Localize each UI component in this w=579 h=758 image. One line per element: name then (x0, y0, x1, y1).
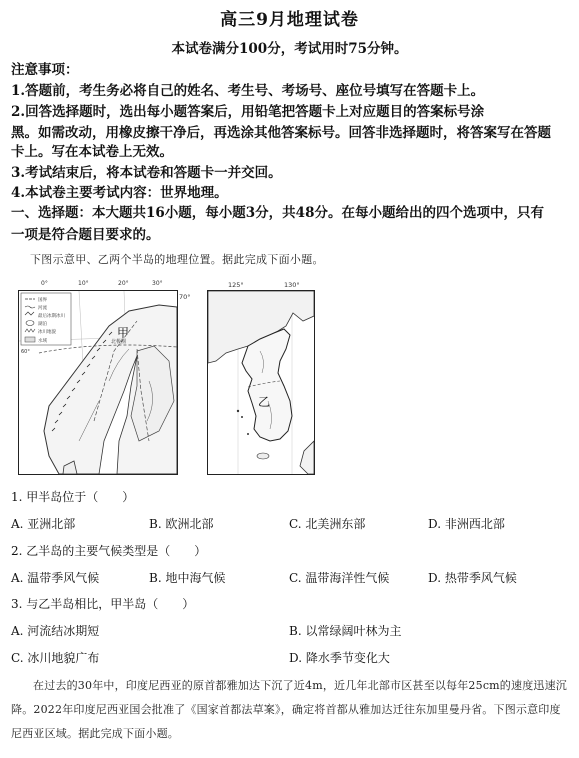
q1-option-b: B. 欧洲北部 (149, 517, 214, 531)
lon-label-10: 10° (78, 280, 89, 287)
notice-item-3: 3.考试结束后，将本试卷和答题卡一并交回。 (11, 165, 282, 181)
map-peninsula-yi (207, 290, 315, 475)
q2-option-d: D. 热带季风气候 (428, 571, 517, 585)
q3-option-c: C. 冰川地貌广布 (11, 651, 100, 665)
question-3-stem: 3. 与乙半岛相比，甲半岛（ ） (11, 597, 195, 611)
arctic-circle-label: 北极圈 (111, 339, 127, 345)
notice-item-2-end: 卡上。写在本试卷上无效。 (11, 144, 173, 160)
notice-item-2: 2.回答选择题时，选出每小题答案后，用铅笔把答题卡上对应题目的答案标号涂 (11, 104, 485, 120)
q2-option-a: A. 温带季风气候 (11, 571, 100, 585)
q1-option-d: D. 非洲西北部 (428, 517, 505, 531)
intro-text-2: 在过去的30年中，印度尼西亚的原首都雅加达下沉了近4m，近几年北部市区甚至以每年25cm的速度迅速沉降。2022年印度尼西亚国会批准了《国家首都法草案》，确定将首都从雅加达迁往东加里曼丹省。下图示意印度尼西亚区域。据此完成下面小题。 (11, 679, 568, 740)
legend-last-glacial: 最后冰期冰川 (38, 314, 65, 319)
q3-option-b: B. 以常绿阔叶林为主 (289, 624, 402, 638)
question-1-stem: 1. 甲半岛位于（ ） (11, 490, 135, 504)
lon-label-0: 0° (41, 280, 48, 287)
legend-river: 河流 (38, 306, 47, 311)
exam-subtitle: 本试卷满分100分，考试用时75分钟。 (171, 41, 408, 57)
peninsula-jia-label: 甲 (117, 326, 130, 340)
legend-water: 水域 (38, 339, 47, 344)
lat-label-70: 70° (179, 293, 191, 301)
lat-label-60: 60° (21, 349, 30, 355)
lon-label-130: 130° (284, 281, 300, 289)
legend-lake: 湖泊 (38, 322, 47, 327)
notice-item-1: 1.答题前，考生务必将自己的姓名、考生号、考场号、座位号填写在答题卡上。 (11, 83, 485, 99)
q3-option-d: D. 降水季节变化大 (289, 651, 390, 665)
q2-option-c: C. 温带海洋性气候 (289, 571, 390, 585)
q2-option-b: B. 地中海气候 (149, 571, 226, 585)
section-heading-cont: 一项是符合题目要求的。 (11, 227, 160, 243)
lon-label-125: 125° (228, 281, 244, 289)
intro-text-1: 下图示意甲、乙两个半岛的地理位置。据此完成下面小题。 (30, 253, 324, 266)
section-heading: 一、选择题：本大题共16小题，每小题3分，共48分。在每小题给出的四个选项中，只有 (11, 205, 544, 221)
legend-glacier-landform: 冰川地貌 (38, 330, 56, 335)
map-peninsula-jia (18, 290, 178, 475)
notice-heading: 注意事项： (11, 62, 79, 78)
q1-option-a: A. 亚洲北部 (11, 517, 76, 531)
notice-item-2-cont: 黑。如需改动，用橡皮擦干净后，再选涂其他答案标号。回答非选择题时，将答案写在答题 (11, 125, 551, 141)
peninsula-yi-label: 乙 (258, 395, 271, 409)
notice-item-4: 4.本试卷主要考试内容：世界地理。 (11, 185, 228, 201)
q1-option-c: C. 北美洲东部 (289, 517, 366, 531)
page-title: 高三9月地理试卷 (220, 10, 359, 30)
lon-label-30: 30° (152, 280, 163, 287)
question-2-stem: 2. 乙半岛的主要气候类型是（ ） (11, 544, 207, 558)
lon-label-20: 20° (118, 280, 129, 287)
q3-option-a: A. 河流结冰期短 (11, 624, 100, 638)
legend-border: 国界 (38, 298, 47, 303)
